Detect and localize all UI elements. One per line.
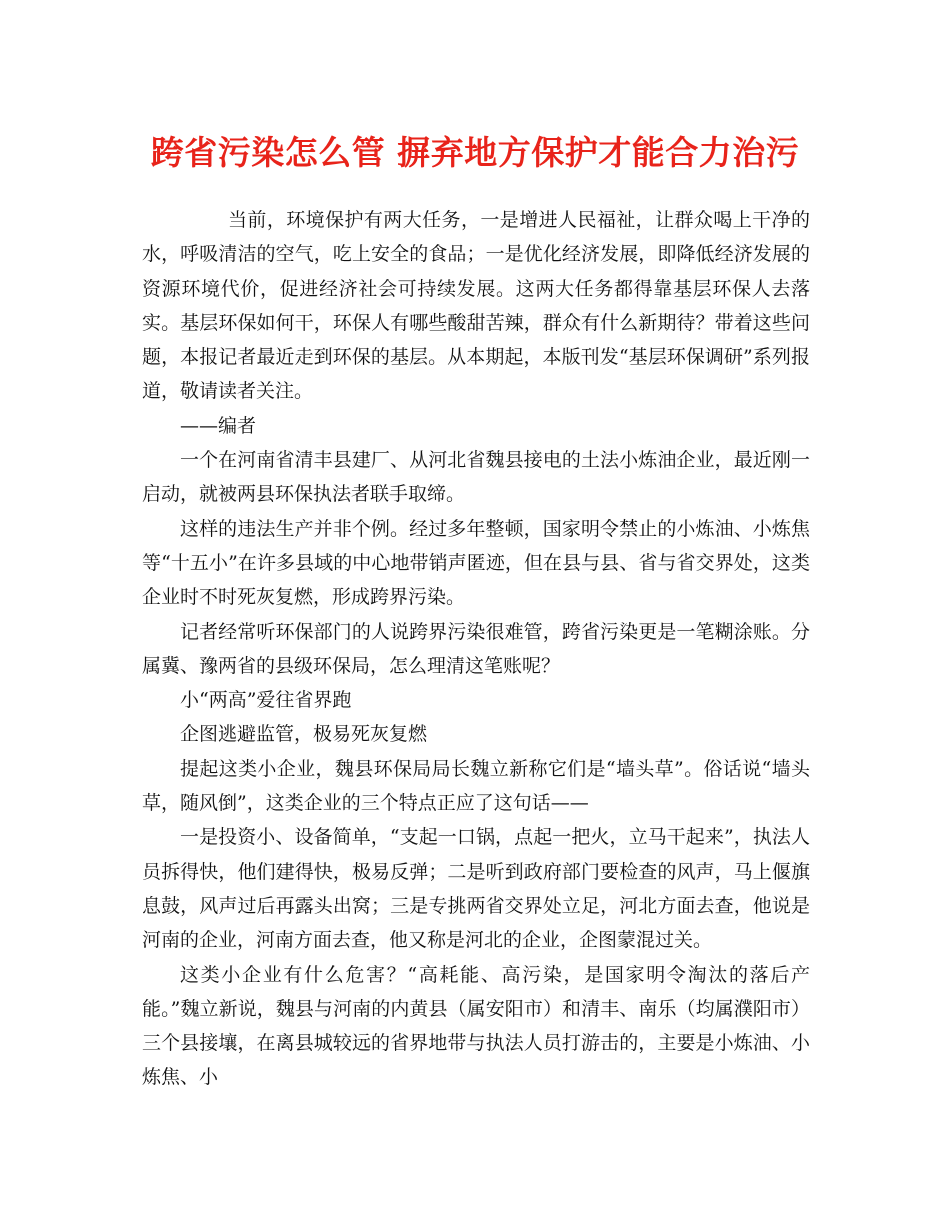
section-subheading: 企图逃避监管，极易死灰复燃	[180, 723, 428, 746]
body-paragraph: 一个在河南省清丰县建厂、从河北省魏县接电的土法小炼油企业，最近刚一启动，就被两县环保执法者联手取缔。	[142, 449, 810, 506]
editor-signature: ——编者	[180, 414, 257, 437]
body-paragraph: 这样的违法生产并非个例。经过多年整顿，国家明令禁止的小炼油、小炼焦等“十五小”在许多县域的中心地带销声匿迹，但在县与县、省与省交界处，这类企业时不时死灰复燃，形成跨界污染。	[142, 517, 810, 609]
body-paragraph: 提起这类小企业，魏县环保局局长魏立新称它们是“墙头草”。俗话说“墙头草，随风倒”，这类企业的三个特点正应了这句话——	[142, 757, 810, 815]
body-paragraph: 这类小企业有什么危害？“高耗能、高污染，是国家明令淘汰的落后产能。”魏立新说，魏县与河南的内黄县（属安阳市）和清丰、南乐（均属濮阳市）三个县接壤，在离县城较远的省界地带与执法人员打游击的，主要是小炼油、小炼焦、小	[142, 963, 810, 1089]
body-paragraph: 记者经常听环保部门的人说跨界污染很难管，跨省污染更是一笔糊涂账。分属冀、豫两省的县级环保局，怎么理清这笔账呢？	[142, 620, 810, 677]
section-heading: 小“两高”爱往省界跑	[180, 689, 352, 712]
document-body	[142, 203, 810, 1095]
document-title: 跨省污染怎么管 摒弃地方保护才能合力治污	[150, 133, 800, 172]
editor-note-paragraph: 当前，环境保护有两大任务，一是增进人民福祉，让群众喝上干净的水，呼吸清洁的空气，吃上安全的食品；一是优化经济发展，即降低经济发展的资源环境代价，促进经济社会可持续发展。这两大任务都得靠基层环保人去落实。基层环保如何干，环保人有哪些酸甜苦辣，群众有什么新期待？带着这些问题，本报记者最近走到环保的基层。从本期起，本版刊发“基层环保调研”系列报道，敬请读者关注。	[142, 209, 810, 403]
body-paragraph: 一是投资小、设备简单，“支起一口锅，点起一把火，立马干起来”，执法人员拆得快，他们建得快，极易反弹；二是听到政府部门要检查的风声，马上偃旗息鼓，风声过后再露头出窝；三是专挑两省交界处立足，河北方面去查，他说是河南的企业，河南方面去查，他又称是河北的企业，企图蒙混过关。	[142, 826, 810, 952]
